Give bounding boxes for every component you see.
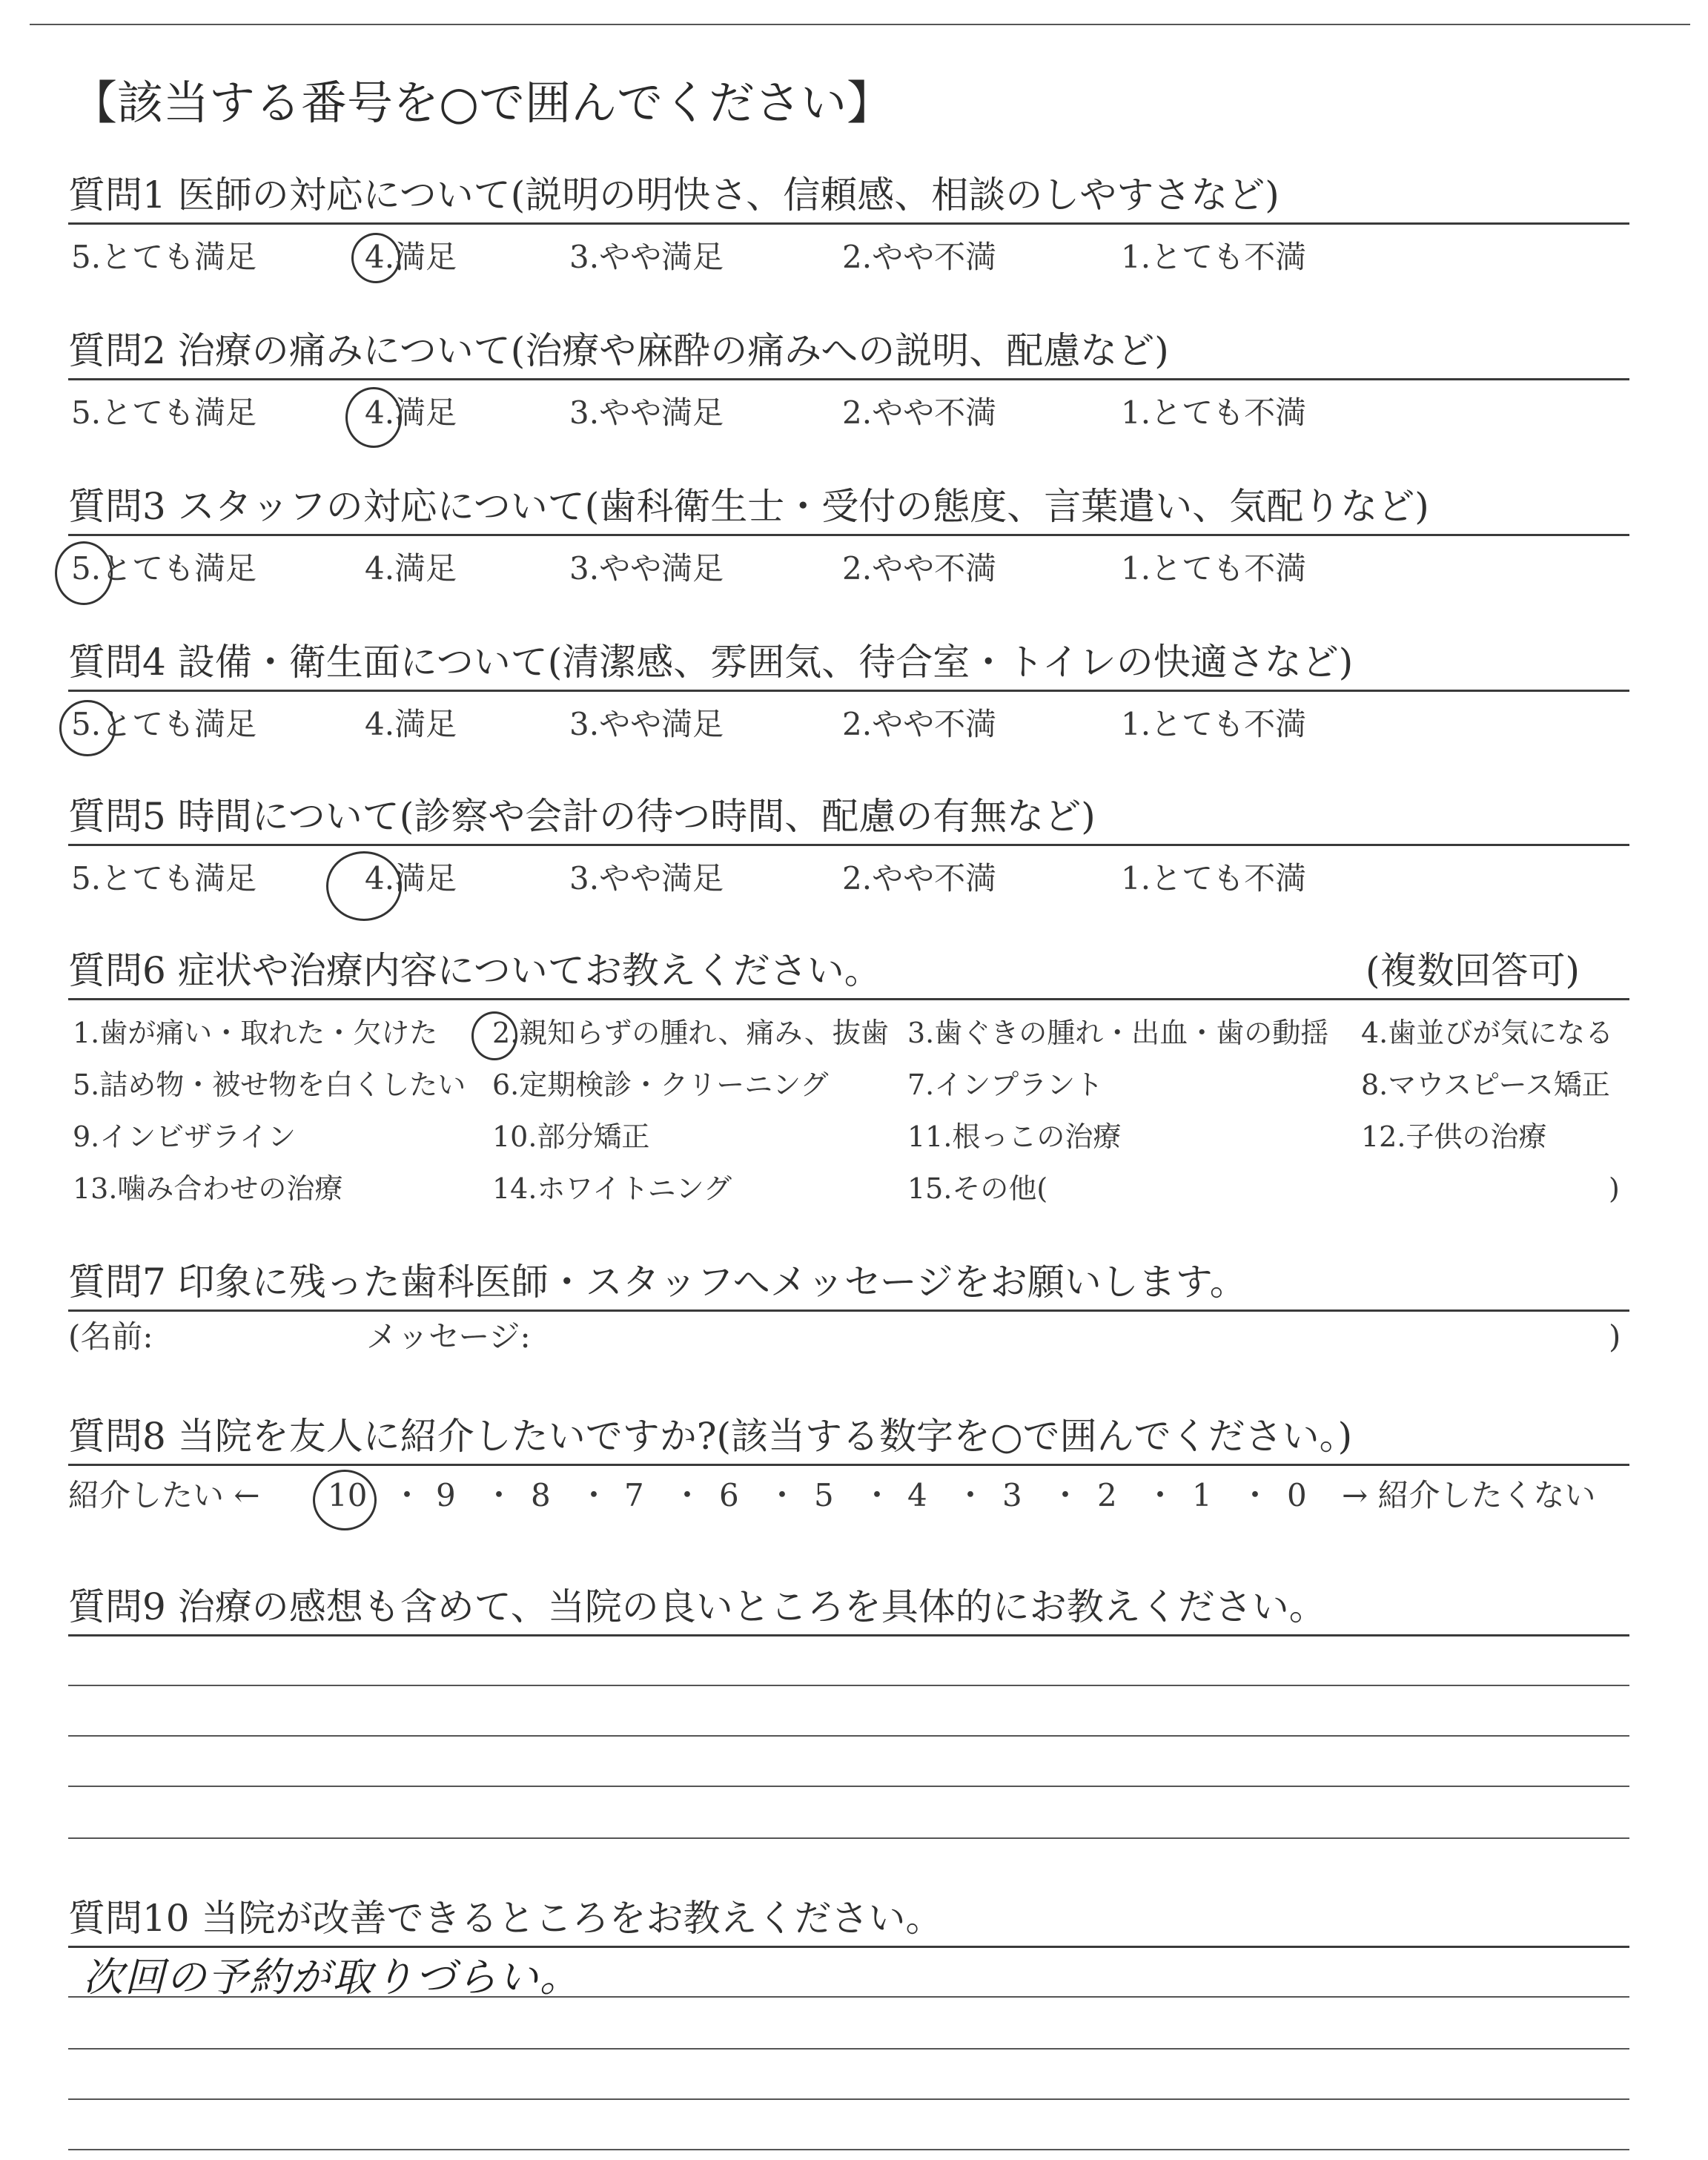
q6-option-8[interactable]: 8.マウスピース矯正 — [1361, 1069, 1610, 1101]
q3-option-3[interactable]: 3.やや満足 — [569, 550, 724, 587]
q3-option-1[interactable]: 1.とても不満 — [1121, 550, 1307, 587]
q8-dot: ・ — [672, 1477, 704, 1513]
q9-answer-line-1 — [68, 1634, 1629, 1636]
q1-option-2[interactable]: 2.やや不満 — [842, 239, 997, 275]
q8-scale-0[interactable]: 0 — [1287, 1477, 1307, 1513]
question-2-rule — [68, 378, 1629, 380]
q6-option-15[interactable]: 15.その他( — [907, 1172, 1048, 1205]
question-1-title: 質問1 医師の対応について(説明の明快さ、信頼感、相談のしやすさなど) — [68, 174, 1280, 217]
q8-dot: ・ — [955, 1477, 987, 1513]
q6-option-7[interactable]: 7.インプラント — [907, 1069, 1104, 1101]
q9-answer-line-4 — [68, 1786, 1629, 1787]
q7-close-paren: ) — [1609, 1318, 1621, 1355]
q10-answer-line-3 — [68, 2048, 1629, 2050]
question-9-title: 質問9 治療の感想も含めて、当院の良いところを具体的にお教えください。 — [68, 1585, 1326, 1628]
q6-option-14[interactable]: 14.ホワイトニング — [492, 1172, 732, 1205]
question-5-rule — [68, 844, 1629, 846]
q8-left-label: 紹介したい ← — [68, 1477, 260, 1513]
q8-dot: ・ — [483, 1477, 515, 1513]
q4-option-4[interactable]: 4.満足 — [365, 706, 457, 742]
q8-scale-7[interactable]: 7 — [624, 1477, 644, 1513]
q8-scale-2[interactable]: 2 — [1097, 1477, 1117, 1513]
q10-answer-line-2 — [68, 1996, 1629, 1998]
q10-answer-line-1 — [68, 1946, 1629, 1948]
q1-selection-circle — [351, 233, 400, 283]
q5-option-3[interactable]: 3.やや満足 — [569, 860, 724, 896]
question-4-title: 質問4 設備・衛生面について(清潔感、雰囲気、待合室・トイレの快適さなど) — [68, 641, 1354, 684]
page-heading: 【該当する番号を○で囲んでください】 — [71, 76, 893, 130]
question-1-rule — [68, 222, 1629, 225]
q2-option-4[interactable]: 4.満足 — [365, 394, 457, 431]
q6-option-12[interactable]: 12.子供の治療 — [1361, 1120, 1547, 1153]
q4-option-1[interactable]: 1.とても不満 — [1121, 706, 1307, 742]
q6-option-3[interactable]: 3.歯ぐきの腫れ・出血・歯の動揺 — [907, 1017, 1329, 1049]
q10-answer-line-5 — [68, 2149, 1629, 2150]
q8-scale-6[interactable]: 6 — [719, 1477, 739, 1513]
q9-answer-line-2 — [68, 1685, 1629, 1686]
question-4-rule — [68, 690, 1629, 692]
q4-option-2[interactable]: 2.やや不満 — [842, 706, 997, 742]
q4-option-5[interactable]: 5.とても満足 — [71, 706, 257, 742]
question-2-title: 質問2 治療の痛みについて(治療や麻酔の痛みへの説明、配慮など) — [68, 329, 1169, 372]
q6-option-9[interactable]: 9.インビザライン — [73, 1120, 297, 1153]
q6-option-11[interactable]: 11.根っこの治療 — [907, 1120, 1122, 1153]
q8-right-label: → 紹介したくない — [1342, 1477, 1596, 1513]
q8-scale-4[interactable]: 4 — [907, 1477, 927, 1513]
q6-option-1[interactable]: 1.歯が痛い・取れた・欠けた — [73, 1017, 438, 1049]
q6-option-4[interactable]: 4.歯並びが気になる — [1361, 1017, 1614, 1049]
q8-selection-circle — [313, 1470, 377, 1530]
q2-option-1[interactable]: 1.とても不満 — [1121, 394, 1307, 431]
q1-option-5[interactable]: 5.とても満足 — [71, 239, 257, 275]
q10-handwritten-answer: 次回の予約が取りづらい。 — [83, 1954, 581, 2001]
q6-option-13[interactable]: 13.噛み合わせの治療 — [73, 1172, 343, 1205]
q8-dot: ・ — [1050, 1477, 1082, 1513]
q1-option-3[interactable]: 3.やや満足 — [569, 239, 724, 275]
q1-option-4[interactable]: 4.満足 — [365, 239, 457, 275]
q6-option-2[interactable]: 2.親知らずの腫れ、痛み、抜歯 — [492, 1017, 889, 1049]
q2-option-3[interactable]: 3.やや満足 — [569, 394, 724, 431]
question-8-rule — [68, 1464, 1629, 1466]
q9-answer-line-3 — [68, 1735, 1629, 1737]
q8-scale-5[interactable]: 5 — [814, 1477, 834, 1513]
q4-option-3[interactable]: 3.やや満足 — [569, 706, 724, 742]
q8-dot: ・ — [767, 1477, 798, 1513]
q4-selection-circle — [59, 700, 116, 756]
q5-option-5[interactable]: 5.とても満足 — [71, 860, 257, 896]
question-10-title: 質問10 当院が改善できるところをお教えください。 — [68, 1897, 943, 1940]
q10-answer-line-4 — [68, 2098, 1629, 2100]
q5-option-2[interactable]: 2.やや不満 — [842, 860, 997, 896]
question-8-title: 質問8 当院を友人に紹介したいですか?(該当する数字を○で囲んでください。) — [68, 1415, 1353, 1458]
question-6-note: (複数回答可) — [1366, 949, 1580, 992]
q8-dot: ・ — [391, 1477, 423, 1513]
q5-option-1[interactable]: 1.とても不満 — [1121, 860, 1307, 896]
q6-selection-circle — [471, 1011, 517, 1060]
q5-option-4[interactable]: 4.満足 — [365, 860, 457, 896]
question-6-rule — [68, 998, 1629, 1000]
q6-other-close-paren: ) — [1609, 1172, 1620, 1205]
q6-option-5[interactable]: 5.詰め物・被せ物を白くしたい — [73, 1069, 466, 1101]
q3-option-4[interactable]: 4.満足 — [365, 550, 457, 587]
q5-selection-circle — [326, 851, 402, 921]
q8-dot: ・ — [1239, 1477, 1271, 1513]
q2-option-2[interactable]: 2.やや不満 — [842, 394, 997, 431]
q8-scale-9[interactable]: 9 — [436, 1477, 456, 1513]
q8-scale-8[interactable]: 8 — [531, 1477, 551, 1513]
q2-selection-circle — [345, 387, 402, 448]
q6-option-10[interactable]: 10.部分矯正 — [492, 1120, 650, 1153]
question-6-title: 質問6 症状や治療内容についてお教えください。 — [68, 949, 881, 992]
question-3-title: 質問3 スタッフの対応について(歯科衛生士・受付の態度、言葉遣い、気配りなど) — [68, 485, 1429, 528]
q2-option-5[interactable]: 5.とても満足 — [71, 394, 257, 431]
question-7-rule — [68, 1309, 1629, 1312]
q6-option-6[interactable]: 6.定期検診・クリーニング — [492, 1069, 829, 1101]
q3-selection-circle — [55, 541, 113, 605]
q8-dot: ・ — [861, 1477, 893, 1513]
question-3-rule — [68, 534, 1629, 536]
q1-option-1[interactable]: 1.とても不満 — [1121, 239, 1307, 275]
top-border — [30, 24, 1690, 25]
q9-answer-line-5 — [68, 1837, 1629, 1839]
q8-dot: ・ — [1145, 1477, 1176, 1513]
q8-scale-3[interactable]: 3 — [1002, 1477, 1022, 1513]
q8-scale-10[interactable]: 10 — [328, 1477, 368, 1513]
q8-scale-1[interactable]: 1 — [1192, 1477, 1212, 1513]
q7-message-label: メッセージ: — [366, 1318, 531, 1355]
q3-option-2[interactable]: 2.やや不満 — [842, 550, 997, 587]
q3-option-5[interactable]: 5.とても満足 — [71, 550, 257, 587]
question-5-title: 質問5 時間について(診察や会計の待つ時間、配慮の有無など) — [68, 795, 1096, 838]
q8-dot: ・ — [578, 1477, 610, 1513]
q7-name-label: (名前: — [68, 1318, 153, 1355]
question-7-title: 質問7 印象に残った歯科医師・スタッフへメッセージをお願いします。 — [68, 1261, 1247, 1304]
